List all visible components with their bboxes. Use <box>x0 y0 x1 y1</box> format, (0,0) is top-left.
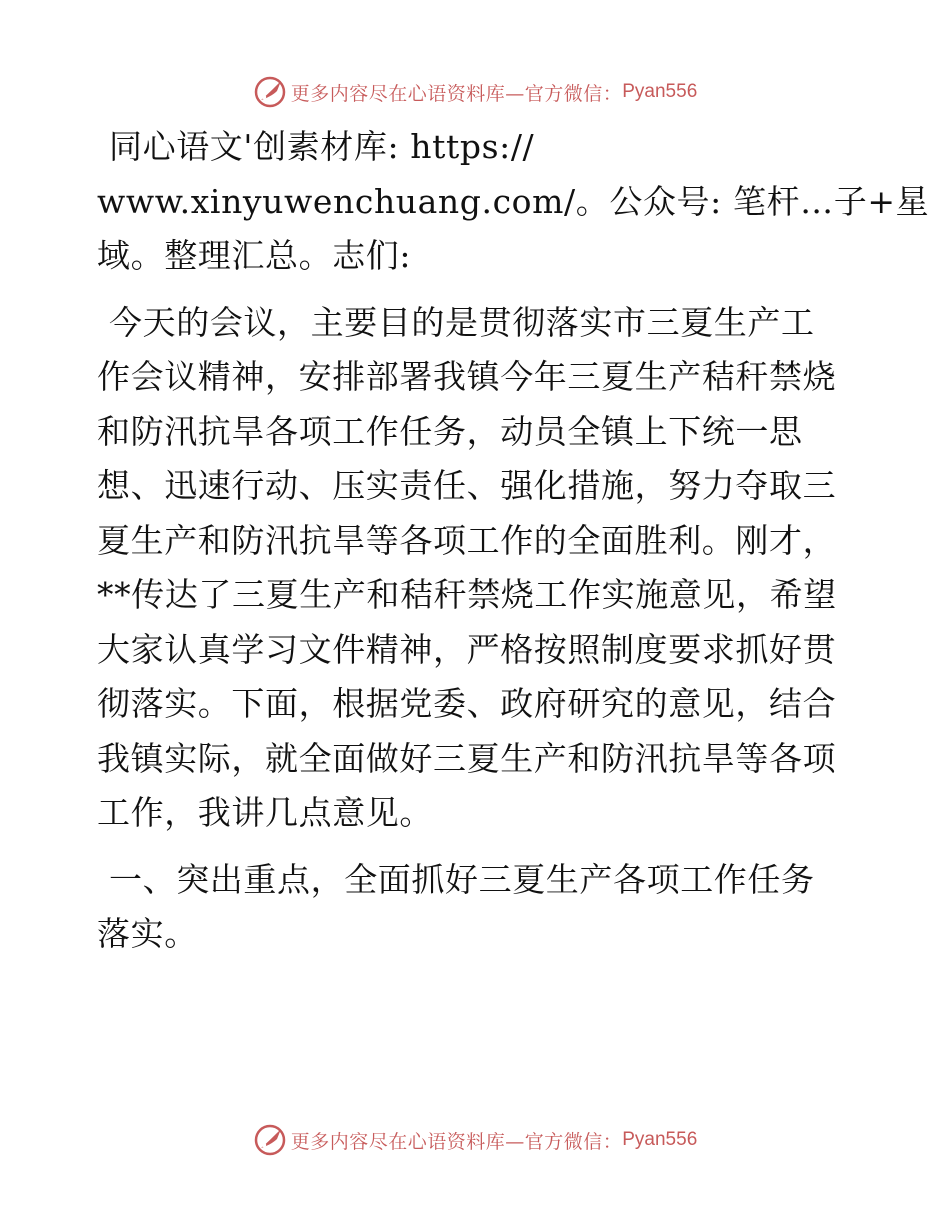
document-body <box>97 120 930 962</box>
text-line: www.xinyuwenchuang.com/。公众号: 笔杆…子+星 <box>97 181 930 221</box>
banner-main-text: 更多内容尽在心语资料库— <box>290 1130 525 1153</box>
text-line: 落实。 <box>97 914 198 953</box>
quill-logo-icon <box>253 75 287 109</box>
banner-wechat-label: 官方微信： <box>524 1130 623 1153</box>
text-line: 想、迅速行动、压实责任、强化措施，努力夺取三 <box>97 466 837 505</box>
text-line: 工作，我讲几点意见。 <box>97 793 433 832</box>
banner-main-text: 更多内容尽在心语资料库— <box>290 82 525 105</box>
text-line: 我镇实际，就全面做好三夏生产和防汛抗旱等各项 <box>97 738 837 778</box>
text-line: 今天的会议，主要目的是贯彻落实市三夏生产工 <box>109 302 815 342</box>
text-line: 大家认真学习文件精神，严格按照制度要求抓好贯 <box>97 629 837 669</box>
banner-wechat-id: Pyan556 <box>622 81 698 102</box>
header-banner[interactable] <box>0 72 950 112</box>
text-line: 同心语文'创素材库: https:// <box>109 127 535 166</box>
text-line: 域。整理汇总。志们: <box>97 236 412 275</box>
text-line: 一、突出重点，全面抓好三夏生产各项工作任务 <box>109 859 815 899</box>
quill-logo-icon <box>253 1123 287 1157</box>
text-line: 夏生产和防汛抗旱等各项工作的全面胜利。刚才， <box>97 520 837 560</box>
footer-banner[interactable] <box>0 1120 950 1160</box>
banner-wechat-label: 官方微信： <box>524 82 623 105</box>
text-line: 作会议精神，安排部署我镇今年三夏生产秸秆禁烧 <box>97 357 837 396</box>
paragraph-main <box>97 296 857 841</box>
banner-wechat-id: Pyan556 <box>622 1129 698 1150</box>
text-line: 和防汛抗旱各项工作任务，动员全镇上下统一思 <box>97 411 803 451</box>
paragraph-intro <box>97 120 930 284</box>
text-line: 彻落实。下面，根据党委、政府研究的意见，结合 <box>97 684 837 723</box>
section-heading-1 <box>97 853 857 962</box>
text-line: **传达了三夏生产和秸秆禁烧工作实施意见，希望 <box>97 575 837 614</box>
